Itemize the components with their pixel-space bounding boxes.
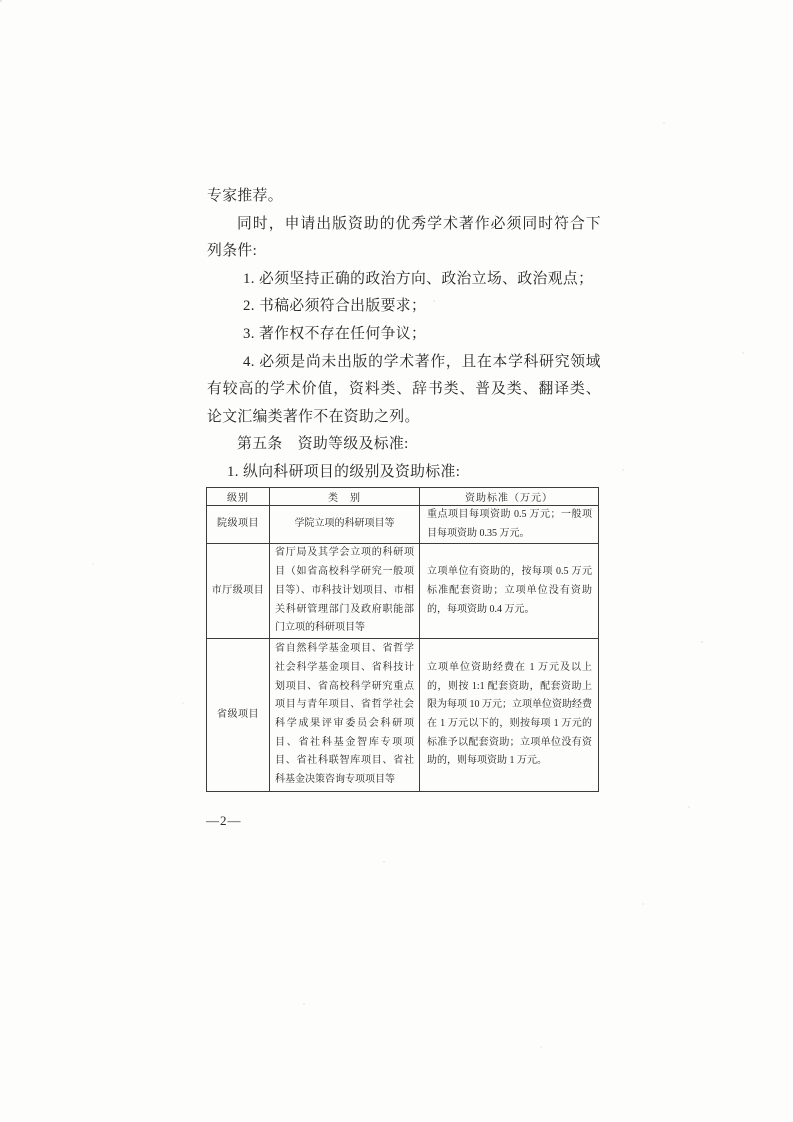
- cell-category: 省自然科学基金项目、省哲学社会科学基金项目、省科技计划项目、省高校科学研究重点项目与青年项目、省哲学社会科学成果评审委员会科研项目、省社科基金智库专项项目、省社科联智库项目、省社科基金决策咨询专项项目等: [270, 638, 420, 791]
- cell-standard: 立项单位资助经费在 1 万元及以上的，则按 1:1 配套资助，配套资助上限为每项 10 万元；立项单位资助经费在 1 万元以下的，则按每项 1 万元的标准予以配套资助；立项单位没有资助的，则每项资助 1 万元。: [420, 638, 599, 791]
- heading-article-5: 第五条 资助等级及标准:: [237, 436, 409, 453]
- cell-level: 省级项目: [207, 638, 270, 791]
- page-number: —2—: [206, 813, 242, 828]
- condition-item-1: 1. 必须坚持正确的政治方向、政治立场、政治观点；: [243, 270, 594, 287]
- table-header-row: [207, 488, 599, 506]
- cell-level: 院级项目: [207, 506, 270, 544]
- scan-noise-speckles: [0, 0, 2, 2]
- condition-item-3: 3. 著作权不存在任何争议；: [243, 325, 427, 342]
- document-body: [207, 183, 601, 487]
- cell-standard: 重点项目每项资助 0.5 万元；一般项目每项资助 0.35 万元。: [420, 506, 599, 544]
- condition-item-4: 4. 必须是尚未出版的学术著作，且在本学科研究领域有较高的学术价值，资料类、辞书类、普及类、翻译类、论文汇编类著作不在资助之列。: [207, 353, 601, 425]
- paragraph-conditions-intro: 同时，申请出版资助的优秀学术著作必须同时符合下列条件:: [207, 215, 601, 260]
- col-header-category: 类 别: [270, 488, 420, 506]
- cell-category: 省厅局及其学会立项的科研项目（如省高校科学研究一般项目等）、市科技计划项目、市相关科研管理部门及政府职能部门立项的科研项目等: [270, 544, 420, 639]
- col-header-standard: 资助标准（万元）: [420, 488, 599, 506]
- cell-level: 市厅级项目: [207, 544, 270, 639]
- funding-standards-table: [206, 487, 599, 792]
- cell-standard: 立项单位有资助的，按每项 0.5 万元标准配套资助；立项单位没有资助的，每项资助 0.4 万元。: [420, 544, 599, 639]
- cell-category: 学院立项的科研项目等: [270, 506, 420, 544]
- table-row-city-department-level: [207, 544, 599, 639]
- subheading-vertical-projects: 1. 纵向科研项目的级别及资助标准:: [227, 463, 461, 480]
- table-row-provincial-level: [207, 638, 599, 791]
- table-row-college-level: [207, 506, 599, 544]
- paragraph-expert-recommendation: 专家推荐。: [207, 188, 283, 204]
- col-header-level: 级别: [207, 488, 270, 506]
- condition-item-2: 2. 书稿必须符合出版要求；: [243, 298, 427, 315]
